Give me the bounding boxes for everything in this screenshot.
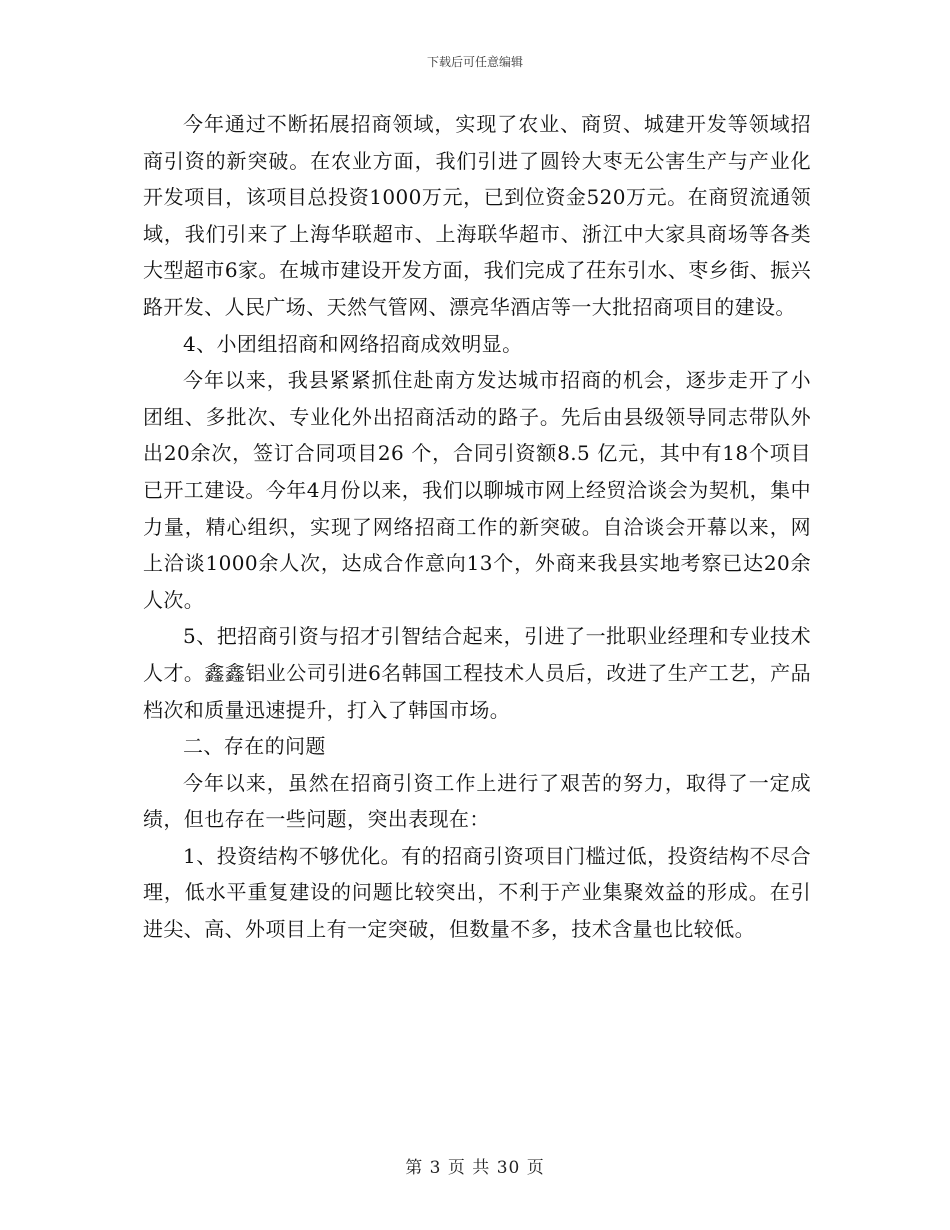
paragraph-small-group-heading: 4、小团组招商和网络招商成效明显。 — [183, 331, 523, 356]
paragraph-investment-structure: 1、投资结构不够优化。有的招商引资项目门槛过低，投资结构不尽合理，低水平重复建设的问题比较突出，不利于产业集聚效益的形成。在引进尖、高、外项目上有一定突破，但数量不多，技术含量也比较低。 — [143, 843, 811, 942]
paragraph-investment-fields: 今年通过不断拓展招商领域，实现了农业、商贸、城建开发等领域招商引资的新突破。在农业方面，我们引进了圆铃大枣无公害生产与产业化开发项目，该项目总投资1000万元，已到位资金520万元。在商贸流通领域，我们引来了上海华联超市、上海联华超市、浙江中大家具商场等各类大型超市6家。在城市建设开发方面，我们完成了茌东引水、枣乡街、振兴路开发、人民广场、天然气管网、漂亮华酒店等一大批招商项目的建设。 — [143, 112, 811, 319]
document-body — [143, 106, 811, 948]
page-number-footer: 第 3 页 共 30 页 — [405, 1158, 545, 1178]
page-header: 下载后可任意编辑 — [426, 55, 523, 69]
paragraph-small-group-detail: 今年以来，我县紧紧抓住赴南方发达城市招商的机会，逐步走开了小团组、多批次、专业化外出招商活动的路子。先后由县级领导同志带队外出20余次，签订合同项目26 个，合同引资额8.5 亿元，其中有18个项目已开工建设。今年4月份以来，我们以聊城市网上经贸洽谈会为契机，集中力量，精心组织，实现了网络招商工作的新突破。自洽谈会开幕以来，网上洽谈1000余人次，达成合作意向13个，外商来我县实地考察已达20余人次。 — [143, 368, 811, 612]
paragraph-problems-intro: 今年以来，虽然在招商引资工作上进行了艰苦的努力，取得了一定成绩，但也存在一些问题，突出表现在： — [143, 770, 811, 832]
paragraph-talent-introduction: 5、把招商引资与招才引智结合起来，引进了一批职业经理和专业技术人才。鑫鑫铝业公司引进6名韩国工程技术人员后，改进了生产工艺，产品档次和质量迅速提升，打入了韩国市场。 — [143, 624, 811, 722]
section-heading-problems: 二、存在的问题 — [183, 734, 326, 759]
